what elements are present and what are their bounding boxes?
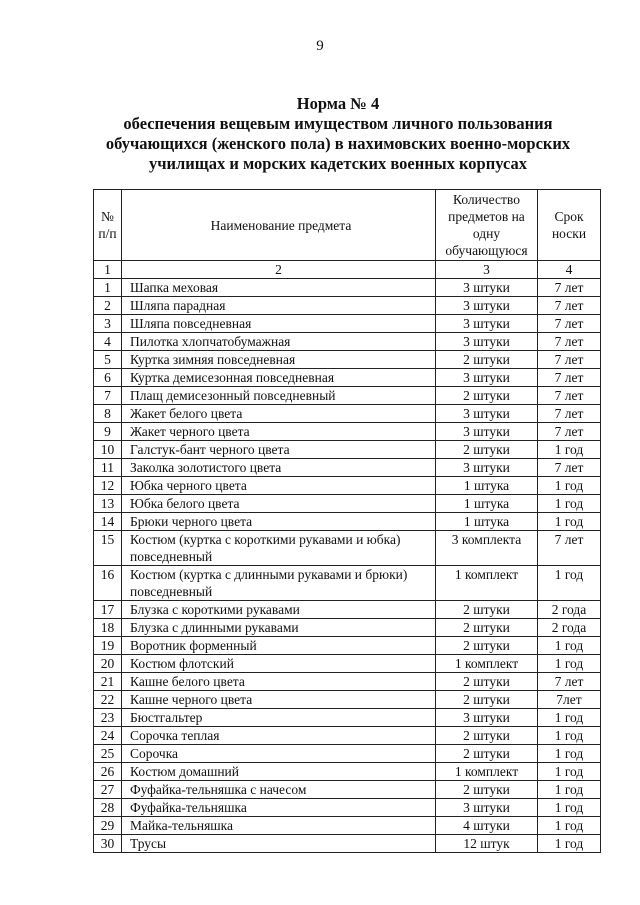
row-number: 8 <box>94 405 122 423</box>
row-number: 11 <box>94 459 122 477</box>
document-subtitle-line-2: обучающихся (женского пола) в нахимовских военно-морских <box>105 134 571 153</box>
item-wear-term: 7 лет <box>538 423 601 441</box>
item-wear-term: 1 год <box>538 763 601 781</box>
item-name: Шляпа парадная <box>122 297 436 315</box>
column-number: 2 <box>122 261 436 279</box>
item-wear-term: 1 год <box>538 745 601 763</box>
page-number: 9 <box>316 38 324 54</box>
table-row <box>94 405 601 423</box>
item-name: Блузка с длинными рукавами <box>122 619 436 637</box>
table-header-row <box>94 190 601 261</box>
column-number: 1 <box>94 261 122 279</box>
item-quantity: 3 штуки <box>436 279 538 297</box>
item-quantity: 1 комплект <box>436 566 538 601</box>
item-quantity: 3 штуки <box>436 333 538 351</box>
item-quantity: 2 штуки <box>436 387 538 405</box>
item-quantity: 2 штуки <box>436 637 538 655</box>
item-quantity: 3 штуки <box>436 297 538 315</box>
item-wear-term: 1 год <box>538 513 601 531</box>
table-row <box>94 531 601 566</box>
row-number: 30 <box>94 835 122 853</box>
row-number: 28 <box>94 799 122 817</box>
table-body <box>94 279 601 853</box>
document-title: Норма № 4 <box>296 94 380 113</box>
item-name: Шапка меховая <box>122 279 436 297</box>
row-number: 23 <box>94 709 122 727</box>
item-quantity: 1 комплект <box>436 655 538 673</box>
item-quantity: 4 штуки <box>436 817 538 835</box>
header-item-name: Наименование предмета <box>122 190 436 261</box>
table-row <box>94 799 601 817</box>
row-number: 19 <box>94 637 122 655</box>
item-wear-term: 1 год <box>538 495 601 513</box>
table-row <box>94 835 601 853</box>
row-number: 17 <box>94 601 122 619</box>
item-wear-term: 1 год <box>538 835 601 853</box>
row-number: 4 <box>94 333 122 351</box>
item-wear-term: 1 год <box>538 727 601 745</box>
item-wear-term: 1 год <box>538 799 601 817</box>
item-wear-term: 1 год <box>538 637 601 655</box>
item-name: Пилотка хлопчатобумажная <box>122 333 436 351</box>
row-number: 29 <box>94 817 122 835</box>
row-number: 21 <box>94 673 122 691</box>
header-number: № п/п <box>94 190 122 261</box>
document-subtitle-line-1: обеспечения вещевым имуществом личного пользования <box>123 114 553 133</box>
item-name: Трусы <box>122 835 436 853</box>
item-quantity: 3 штуки <box>436 799 538 817</box>
column-numbers-row <box>94 261 601 279</box>
item-name: Заколка золотистого цвета <box>122 459 436 477</box>
table-row <box>94 495 601 513</box>
item-quantity: 1 штука <box>436 513 538 531</box>
item-wear-term: 1 год <box>538 477 601 495</box>
item-quantity: 3 штуки <box>436 709 538 727</box>
item-wear-term: 7 лет <box>538 315 601 333</box>
item-quantity: 2 штуки <box>436 619 538 637</box>
item-wear-term: 1 год <box>538 817 601 835</box>
row-number: 27 <box>94 781 122 799</box>
document-subtitle-line-3: училищах и морских кадетских военных корпусах <box>148 154 527 173</box>
row-number: 24 <box>94 727 122 745</box>
item-quantity: 3 штуки <box>436 459 538 477</box>
item-quantity: 1 комплект <box>436 763 538 781</box>
item-name: Куртка зимняя повседневная <box>122 351 436 369</box>
item-quantity: 3 штуки <box>436 405 538 423</box>
item-quantity: 2 штуки <box>436 781 538 799</box>
item-name: Майка-тельняшка <box>122 817 436 835</box>
item-wear-term: 1 год <box>538 441 601 459</box>
table-row <box>94 763 601 781</box>
item-quantity: 2 штуки <box>436 691 538 709</box>
item-wear-term: 1 год <box>538 655 601 673</box>
table-row <box>94 441 601 459</box>
table-row <box>94 637 601 655</box>
item-wear-term: 1 год <box>538 709 601 727</box>
item-wear-term: 7 лет <box>538 387 601 405</box>
row-number: 5 <box>94 351 122 369</box>
row-number: 14 <box>94 513 122 531</box>
item-name: Фуфайка-тельняшка <box>122 799 436 817</box>
table-row <box>94 619 601 637</box>
item-quantity: 12 штук <box>436 835 538 853</box>
table-row <box>94 566 601 601</box>
row-number: 22 <box>94 691 122 709</box>
item-wear-term: 2 года <box>538 619 601 637</box>
column-number: 4 <box>538 261 601 279</box>
table-row <box>94 655 601 673</box>
item-name: Жакет черного цвета <box>122 423 436 441</box>
table-row <box>94 513 601 531</box>
item-name: Костюм (куртка с длинными рукавами и брюки) повседневный <box>122 566 436 601</box>
table-row <box>94 709 601 727</box>
table-row <box>94 459 601 477</box>
item-name: Плащ демисезонный повседневный <box>122 387 436 405</box>
row-number: 3 <box>94 315 122 333</box>
table-row <box>94 781 601 799</box>
item-wear-term: 1 год <box>538 781 601 799</box>
row-number: 7 <box>94 387 122 405</box>
item-name: Шляпа повседневная <box>122 315 436 333</box>
table-row <box>94 279 601 297</box>
row-number: 13 <box>94 495 122 513</box>
item-name: Брюки черного цвета <box>122 513 436 531</box>
item-name: Блузка с короткими рукавами <box>122 601 436 619</box>
item-name: Сорочка теплая <box>122 727 436 745</box>
table-row <box>94 477 601 495</box>
item-wear-term: 2 года <box>538 601 601 619</box>
table-row <box>94 369 601 387</box>
item-name: Костюм флотский <box>122 655 436 673</box>
item-wear-term: 7лет <box>538 691 601 709</box>
item-name: Юбка черного цвета <box>122 477 436 495</box>
item-name: Галстук-бант черного цвета <box>122 441 436 459</box>
item-name: Кашне белого цвета <box>122 673 436 691</box>
header-wear-term: Срок носки <box>538 190 601 261</box>
item-wear-term: 7 лет <box>538 369 601 387</box>
row-number: 12 <box>94 477 122 495</box>
item-wear-term: 1 год <box>538 566 601 601</box>
item-name: Кашне черного цвета <box>122 691 436 709</box>
table-row <box>94 817 601 835</box>
item-name: Бюстгальтер <box>122 709 436 727</box>
row-number: 6 <box>94 369 122 387</box>
item-quantity: 2 штуки <box>436 441 538 459</box>
table-row <box>94 601 601 619</box>
item-name: Жакет белого цвета <box>122 405 436 423</box>
row-number: 26 <box>94 763 122 781</box>
item-quantity: 2 штуки <box>436 601 538 619</box>
item-quantity: 2 штуки <box>436 673 538 691</box>
table-row <box>94 745 601 763</box>
table-row <box>94 423 601 441</box>
table-row <box>94 387 601 405</box>
item-quantity: 1 штука <box>436 477 538 495</box>
row-number: 20 <box>94 655 122 673</box>
item-wear-term: 7 лет <box>538 297 601 315</box>
row-number: 15 <box>94 531 122 566</box>
item-wear-term: 7 лет <box>538 351 601 369</box>
item-name: Юбка белого цвета <box>122 495 436 513</box>
item-name: Куртка демисезонная повседневная <box>122 369 436 387</box>
table-row <box>94 691 601 709</box>
item-quantity: 3 штуки <box>436 369 538 387</box>
row-number: 1 <box>94 279 122 297</box>
table-row <box>94 297 601 315</box>
item-quantity: 2 штуки <box>436 727 538 745</box>
table-row <box>94 333 601 351</box>
item-quantity: 2 штуки <box>436 745 538 763</box>
item-name: Сорочка <box>122 745 436 763</box>
row-number: 2 <box>94 297 122 315</box>
item-wear-term: 7 лет <box>538 531 601 566</box>
item-wear-term: 7 лет <box>538 333 601 351</box>
item-name: Воротник форменный <box>122 637 436 655</box>
row-number: 9 <box>94 423 122 441</box>
item-quantity: 1 штука <box>436 495 538 513</box>
item-wear-term: 7 лет <box>538 405 601 423</box>
header-quantity: Количество предметов на одну обучающуюся <box>436 190 538 261</box>
item-quantity: 3 штуки <box>436 423 538 441</box>
item-name: Костюм домашний <box>122 763 436 781</box>
row-number: 18 <box>94 619 122 637</box>
item-wear-term: 7 лет <box>538 459 601 477</box>
row-number: 10 <box>94 441 122 459</box>
item-quantity: 2 штуки <box>436 351 538 369</box>
table-row <box>94 315 601 333</box>
clothing-norm-table <box>93 189 601 853</box>
item-wear-term: 7 лет <box>538 673 601 691</box>
item-name: Фуфайка-тельняшка с начесом <box>122 781 436 799</box>
table-row <box>94 673 601 691</box>
table-row <box>94 727 601 745</box>
item-quantity: 3 комплекта <box>436 531 538 566</box>
column-number: 3 <box>436 261 538 279</box>
row-number: 25 <box>94 745 122 763</box>
row-number: 16 <box>94 566 122 601</box>
item-quantity: 3 штуки <box>436 315 538 333</box>
item-name: Костюм (куртка с короткими рукавами и юбка) повседневный <box>122 531 436 566</box>
table-row <box>94 351 601 369</box>
item-wear-term: 7 лет <box>538 279 601 297</box>
